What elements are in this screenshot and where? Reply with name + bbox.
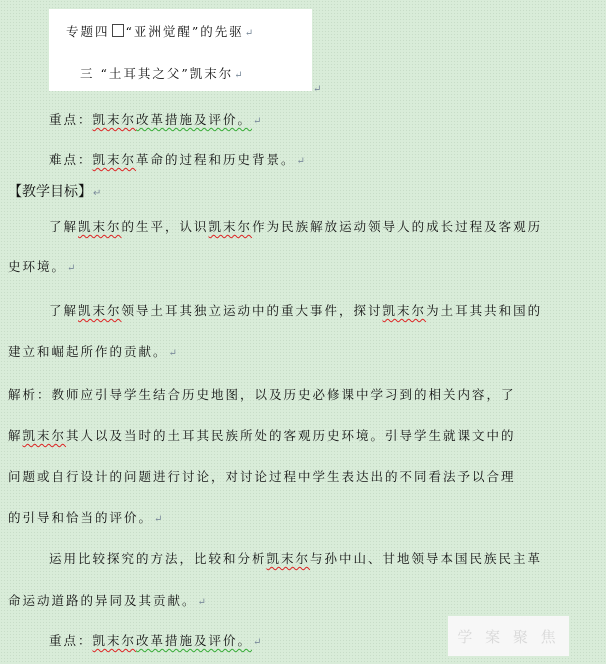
subtitle-line	[80, 64, 243, 82]
focus-line	[49, 110, 261, 128]
paragraph-mark-icon: ↵	[253, 637, 262, 648]
section-heading: 【教学目标】	[8, 184, 92, 200]
name-kemal: 凯末尔	[78, 219, 122, 234]
focus-line-2	[49, 631, 261, 649]
goal2-text-end: 建立和崛起所作的贡献。	[8, 344, 168, 359]
analysis-text-2a: 解	[8, 428, 23, 443]
name-kemal: 凯末尔	[22, 428, 67, 443]
difficulty-text: 革命的过程和历史背景。	[136, 152, 296, 167]
comparison-text-b: 与孙中山、甘地领导本国民族民主革	[310, 551, 543, 566]
analysis-line1	[8, 385, 516, 403]
watermark-logo	[448, 616, 569, 656]
subtitle: 三 “土耳其之父”凯末尔	[80, 66, 234, 81]
paragraph-mark-icon: ↵	[313, 84, 322, 95]
goal1-line1	[49, 217, 542, 235]
comparison-text-end: 命运动道路的异同及其贡献。	[8, 593, 197, 608]
goal2-line1	[49, 301, 542, 319]
watermark-text: 学 案 聚 焦	[457, 627, 560, 646]
name-kemal: 凯末尔	[208, 219, 253, 234]
goal1-line2	[8, 257, 75, 275]
paragraph-mark-icon: ↵	[244, 28, 254, 39]
name-kemal: 凯末尔	[92, 152, 137, 167]
goal2-line2	[8, 342, 177, 360]
focus-label: 重点：	[49, 633, 93, 648]
goal1-text-c: 作为民族解放运动领导人的成长过程及客观历	[252, 219, 543, 234]
paragraph-mark-icon: ↵	[197, 597, 206, 608]
focus-text: 改革措施及评价。	[136, 112, 253, 127]
focus-label: 重点：	[49, 112, 93, 127]
paragraph-mark-icon: ↵	[93, 188, 102, 199]
analysis-line2	[8, 426, 516, 444]
focus-text: 改革措施及评价。	[136, 633, 253, 648]
name-kemal: 凯末尔	[92, 112, 137, 127]
comparison-text-a: 运用比较探究的方法，比较和分析	[49, 551, 267, 566]
box-end-mark	[312, 80, 321, 95]
paragraph-mark-icon: ↵	[234, 70, 243, 81]
title-part2: “亚洲觉醒”的先驱	[125, 24, 244, 39]
title-part1: 专题四	[66, 24, 110, 39]
goal1-text-a: 了解	[49, 219, 79, 234]
difficulty-line	[49, 150, 305, 168]
goal1-text-b: 的生平，认识	[121, 219, 209, 234]
analysis-text-4: 的引导和恰当的评价。	[8, 510, 154, 525]
paragraph-mark-icon: ↵	[296, 156, 305, 167]
name-kemal: 凯末尔	[78, 303, 122, 318]
name-kemal: 凯末尔	[92, 633, 137, 648]
difficulty-label: 难点：	[49, 152, 93, 167]
missing-glyph-box	[112, 24, 124, 37]
name-kemal: 凯末尔	[266, 551, 311, 566]
analysis-line4	[8, 508, 162, 526]
goal1-text-end: 史环境。	[8, 259, 67, 274]
paragraph-mark-icon: ↵	[67, 263, 76, 274]
analysis-text-1: 解析：教师应引导学生结合历史地图，以及历史必修课中学习到的相关内容，了	[8, 387, 516, 402]
paragraph-mark-icon: ↵	[168, 348, 177, 359]
paragraph-mark-icon: ↵	[253, 116, 262, 127]
comparison-line2	[8, 591, 206, 609]
goal2-text-c: 为土耳其共和国的	[426, 303, 543, 318]
comparison-line1	[49, 549, 542, 567]
analysis-line3	[8, 467, 516, 485]
title-line	[66, 22, 253, 40]
analysis-text-2b: 其人以及当时的土耳其民族所处的客观历史环境。引导学生就课文中的	[66, 428, 516, 443]
goal2-text-b: 领导土耳其独立运动中的重大事件，探讨	[121, 303, 383, 318]
name-kemal: 凯末尔	[382, 303, 427, 318]
section-heading-line	[8, 181, 101, 201]
paragraph-mark-icon: ↵	[154, 514, 163, 525]
goal2-text-a: 了解	[49, 303, 79, 318]
analysis-text-3: 问题或自行设计的问题进行讨论，对讨论过程中学生表达出的不同看法予以合理	[8, 469, 516, 484]
